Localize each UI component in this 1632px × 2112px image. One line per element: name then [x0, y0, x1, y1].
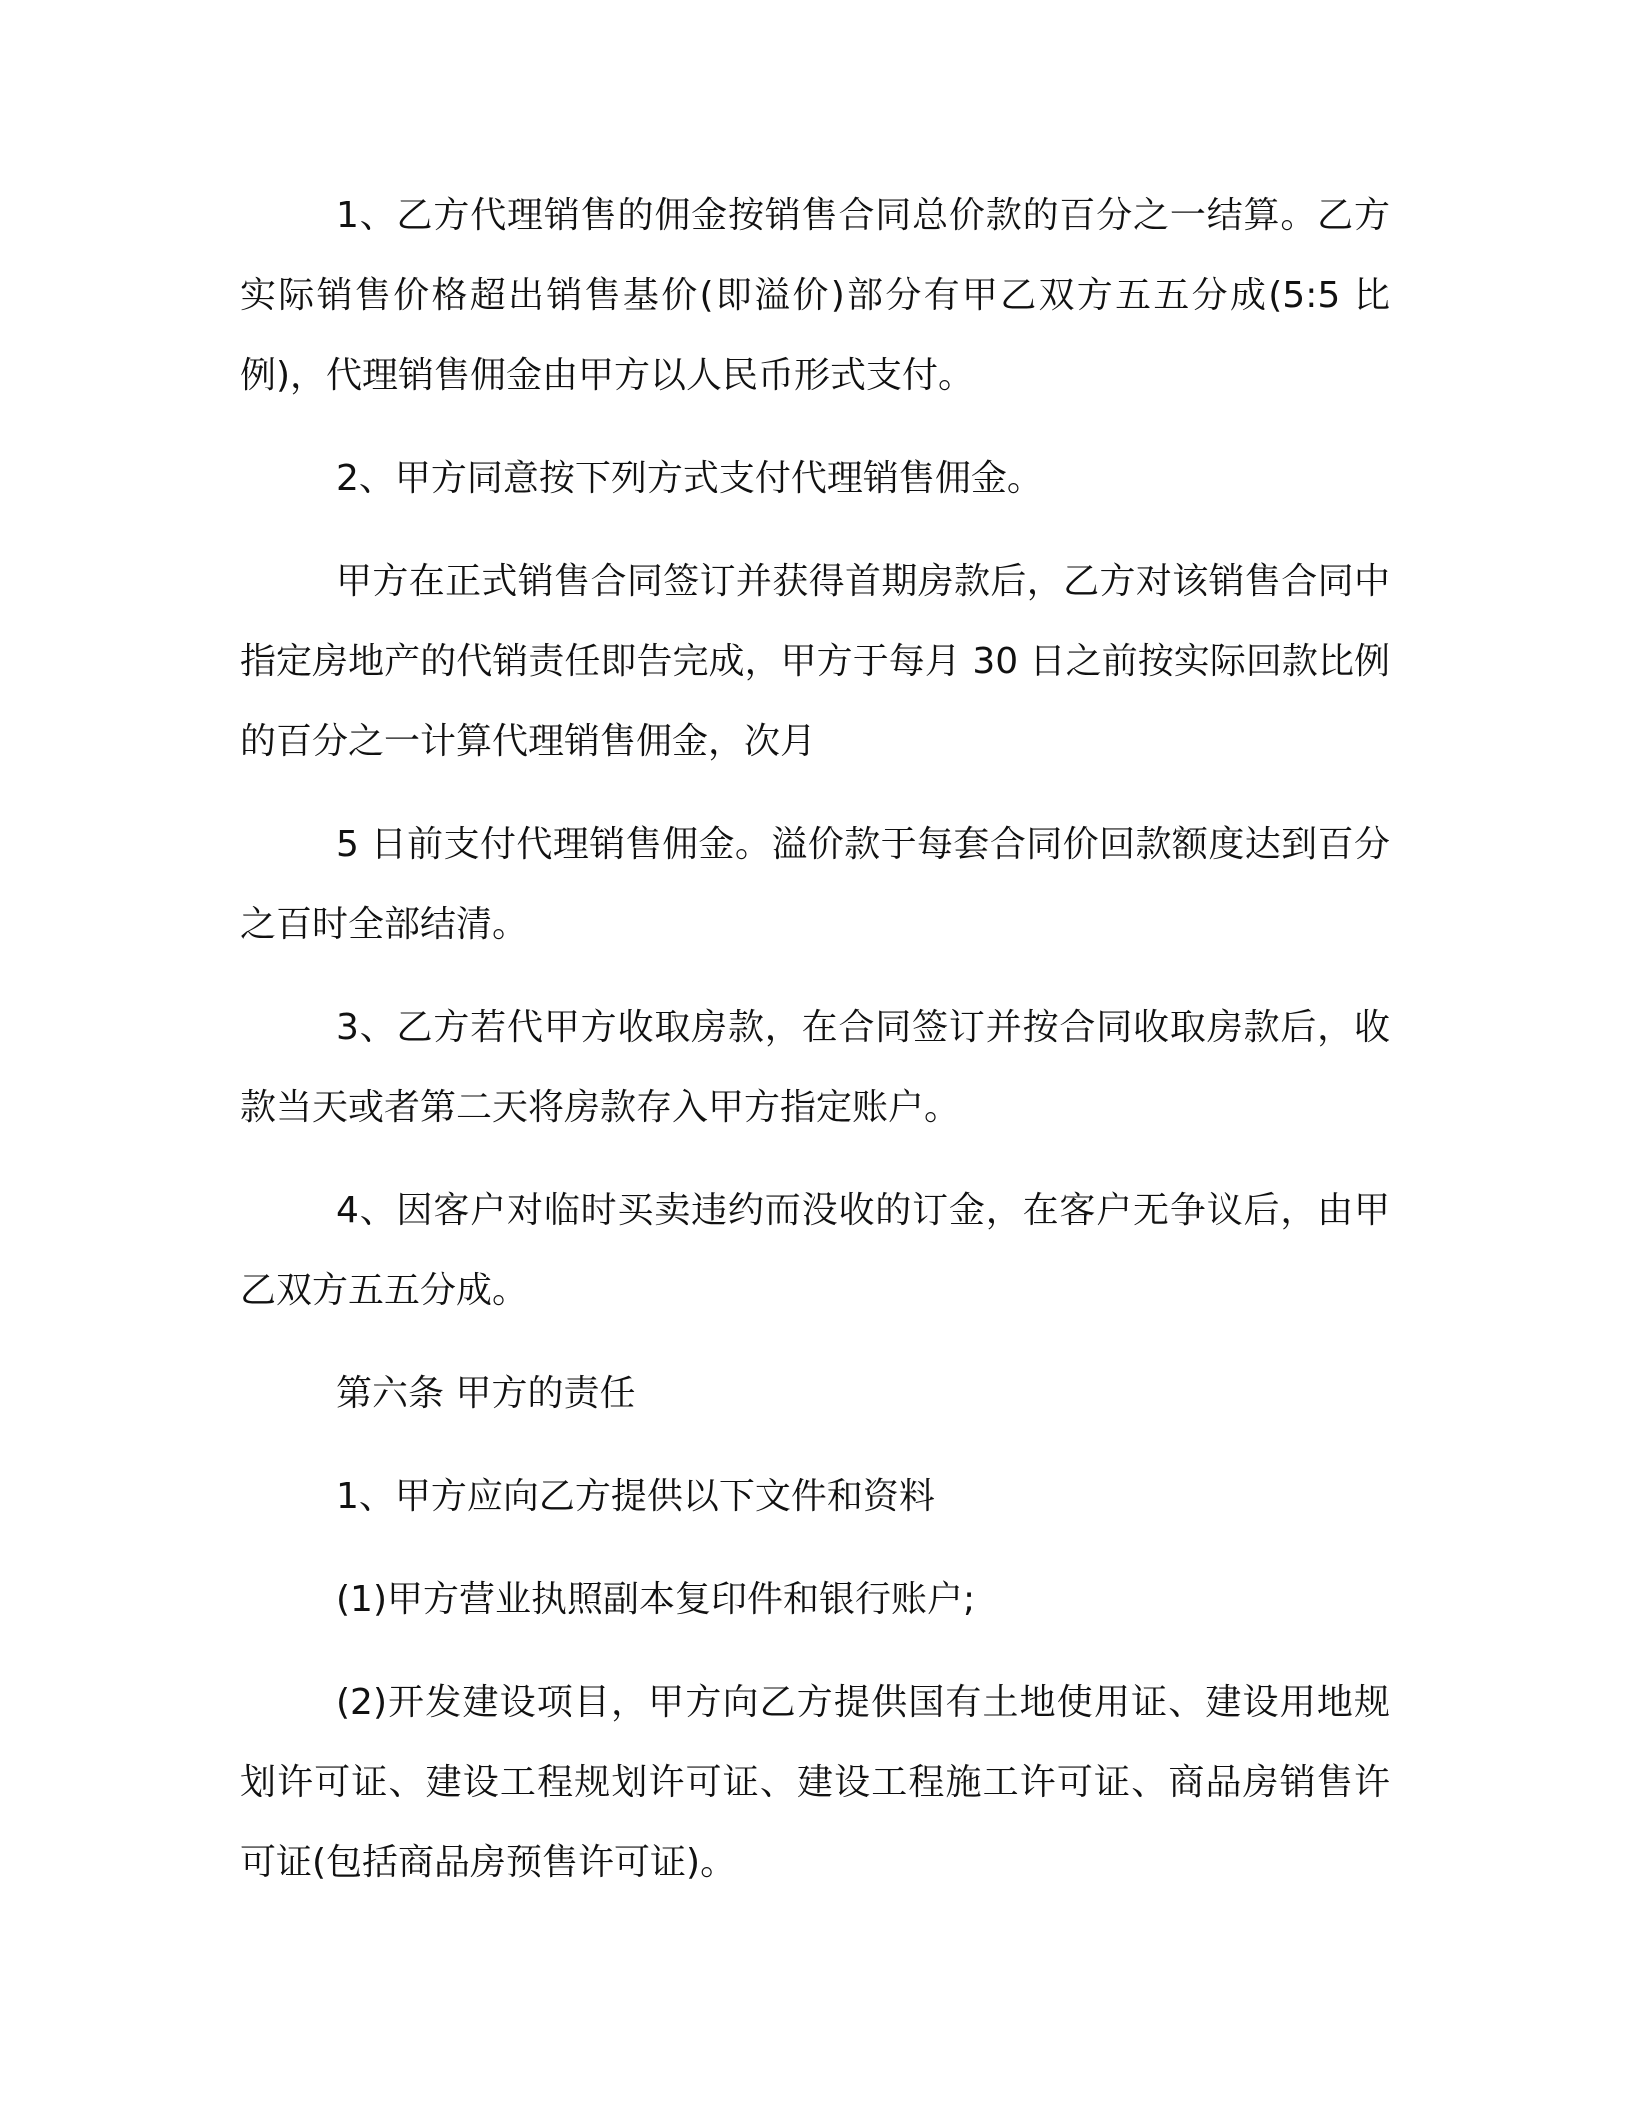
paragraph-payment-method: 2、甲方同意按下列方式支付代理销售佣金。	[336, 458, 1043, 499]
paragraph-commission-rate: 1、乙方代理销售的佣金按销售合同总价款的百分之一结算。乙方实际销售价格超出销售基价(即溢价)部分有甲乙双方五五分成(5:5 比例)，代理销售佣金由甲方以人民币形式支付。	[240, 195, 1390, 396]
section-heading-party-a-duties: 第六条 甲方的责任	[336, 1373, 636, 1414]
paragraph-documents-list: 1、甲方应向乙方提供以下文件和资料	[336, 1476, 935, 1517]
paragraph-collect-payment: 3、乙方若代甲方收取房款，在合同签订并按合同收取房款后，收款当天或者第二天将房款存入甲方指定账户。	[240, 1007, 1390, 1128]
paragraph-payment-schedule: 甲方在正式销售合同签订并获得首期房款后，乙方对该销售合同中指定房地产的代销责任即告完成，甲方于每月 30 日之前按实际回款比例的百分之一计算代理销售佣金，次月	[240, 561, 1390, 762]
paragraph-business-license: (1)甲方营业执照副本复印件和银行账户;	[336, 1579, 976, 1620]
paragraph-premium-settlement: 5 日前支付代理销售佣金。溢价款于每套合同价回款额度达到百分之百时全部结清。	[240, 824, 1390, 945]
document-body	[240, 176, 1390, 1926]
paragraph-permits: (2)开发建设项目，甲方向乙方提供国有土地使用证、建设用地规划许可证、建设工程规划许可证、建设工程施工许可证、商品房销售许可证(包括商品房预售许可证)。	[240, 1682, 1390, 1883]
paragraph-forfeited-deposit: 4、因客户对临时买卖违约而没收的订金，在客户无争议后，由甲乙双方五五分成。	[240, 1190, 1390, 1311]
